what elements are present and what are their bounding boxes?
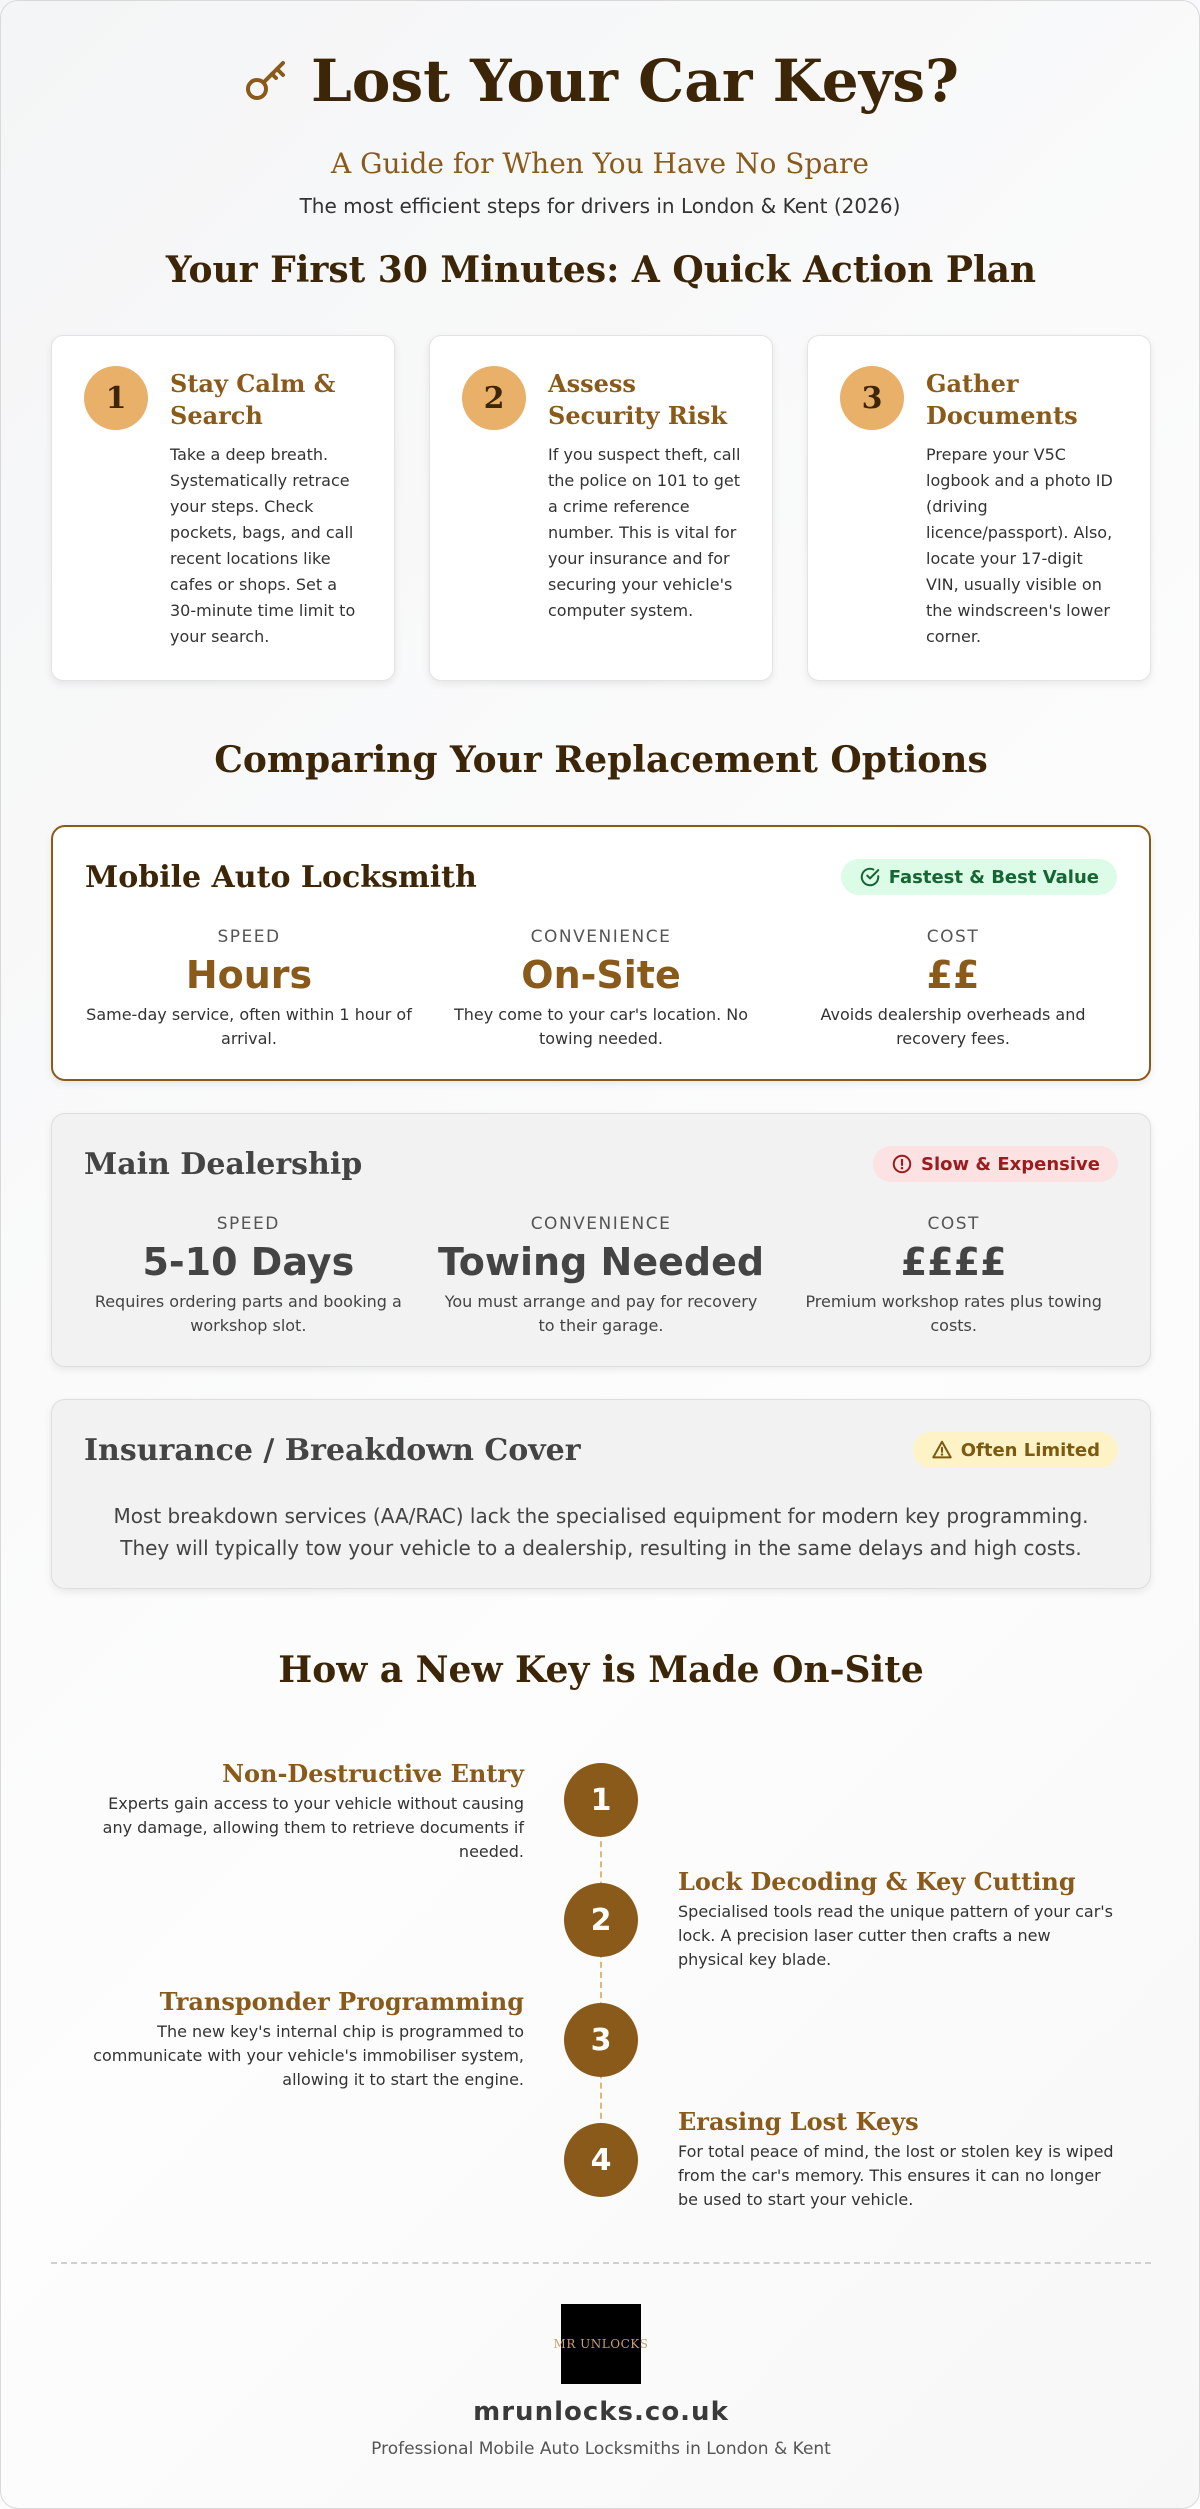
process-title: How a New Key is Made On-Site [278,1649,924,1691]
timeline-step-text: For total peace of mind, the lost or stolen key is wiped from the car's memory. This ensures it can no longer be used to start your vehicle. [678,2142,1114,2209]
logo [553,2304,649,2384]
footer-domain-link[interactable]: mrunlocks.co.uk [473,2397,729,2427]
status-badge [913,1432,1118,1468]
header [1,1,1199,218]
timeline-step [84,1987,524,2092]
metric-label: CONVENIENCE [530,1214,672,1234]
status-badge [841,859,1117,895]
step-number: 1 [84,366,148,430]
metric-label: COST [926,927,980,947]
metric-desc: Premium workshop rates plus towing costs. [805,1292,1102,1335]
comparison-title: Comparing Your Replacement Options [214,739,988,781]
timeline-step-title: Lock Decoding & Key Cutting [678,1867,1076,1896]
timeline-step-title: Erasing Lost Keys [678,2107,919,2136]
key-icon [241,55,293,107]
step-card [51,335,395,681]
step-title: Gather Documents [926,369,1078,430]
timeline-step-title: Non-Destructive Entry [222,1759,524,1788]
timeline-step-number: 3 [564,2003,638,2077]
footer-divider [51,2262,1151,2264]
metric [425,927,777,1051]
metric-value: On-Site [521,953,681,997]
step-number: 2 [462,366,526,430]
timeline-step-number: 2 [564,1883,638,1957]
metric-value: ££ [926,953,980,997]
metric-label: COST [927,1214,980,1234]
metric [425,1214,778,1338]
option-metrics [52,1214,1150,1338]
subtitle: A Guide for When You Have No Spare [331,147,869,180]
timeline-step-text: Experts gain access to your vehicle without causing any damage, allowing them to retrieve documents if needed. [102,1794,524,1861]
step-number: 3 [840,366,904,430]
logo-text: MR UNLOCKS [553,2337,649,2351]
step-title: Stay Calm & Search [170,369,336,430]
quick-plan-title: Your First 30 Minutes: A Quick Action Plan [165,249,1037,291]
metric-label: SPEED [216,1214,280,1234]
metric-label: CONVENIENCE [530,927,672,947]
step-card [807,335,1151,681]
step-card [429,335,773,681]
metric-label: SPEED [217,927,281,947]
badge-label: Slow & Expensive [921,1153,1100,1175]
timeline-connector [600,1801,602,2159]
badge-label: Fastest & Best Value [888,866,1099,888]
metric [73,927,425,1051]
warning-triangle-icon [931,1439,953,1461]
timeline-step [678,1867,1118,1972]
timeline-step-text: Specialised tools read the unique pattern of your car's lock. A precision laser cutter then crafts a new physical key blade. [678,1902,1114,1969]
option-metrics [53,927,1149,1051]
badge-label: Often Limited [960,1439,1100,1461]
option-text: Most breakdown services (AA/RAC) lack the specialised equipment for modern key programming. They will typically tow your vehicle to a dealership, resulting in the same delays and high costs. [113,1504,1089,1560]
metric-value: Towing Needed [437,1240,765,1284]
timeline-step-number: 1 [564,1763,638,1837]
timeline-step-number: 4 [564,2123,638,2197]
step-text: Take a deep breath. Systematically retrace your steps. Check pockets, bags, and call recent locations like cafes or shops. Set a 30-minute time limit to your search. [170,445,356,646]
metric-value: ££££ [900,1240,1007,1284]
metric-desc: They come to your car's location. No towing needed. [453,1005,749,1048]
check-circle-icon [859,866,881,888]
metric-value: Hours [185,953,313,997]
metric [777,1214,1130,1338]
option-name: Insurance / Breakdown Cover [84,1432,581,1468]
metric [777,927,1129,1051]
step-text: Prepare your V5C logbook and a photo ID (driving licence/passport). Also, locate your 17-digit VIN, usually visible on the windscreen's lower corner. [926,445,1113,646]
metric-desc: Same-day service, often within 1 hour of arrival. [86,1005,412,1048]
option-name: Mobile Auto Locksmith [85,859,477,895]
alert-circle-icon [891,1153,913,1175]
metric-desc: You must arrange and pay for recovery to their garage. [444,1292,758,1335]
step-text: If you suspect theft, call the police on 101 to get a crime reference number. This is vital for your insurance and for securing your vehicle's computer system. [548,445,741,620]
tagline: The most efficient steps for drivers in London & Kent (2026) [299,194,901,218]
quick-plan-steps [51,335,1151,681]
option-name: Main Dealership [84,1146,363,1182]
option-card-dealership [51,1113,1151,1367]
step-title: Assess Security Risk [548,369,728,430]
title-text: Lost Your Car Keys? [311,47,959,115]
metric-desc: Avoids dealership overheads and recovery fees. [820,1005,1086,1048]
option-card-insurance [51,1399,1151,1589]
timeline-step-title: Transponder Programming [159,1987,524,2016]
footer-tagline: Professional Mobile Auto Locksmiths in London & Kent [371,2439,831,2459]
metric [72,1214,425,1338]
status-badge [873,1146,1118,1182]
timeline-step [678,2107,1118,2212]
page-title [1,41,1199,121]
metric-desc: Requires ordering parts and booking a workshop slot. [94,1292,402,1335]
process-timeline [1,1759,1200,2219]
option-card-locksmith [51,825,1151,1081]
metric-value: 5-10 Days [142,1240,355,1284]
timeline-step-text: The new key's internal chip is programmed to communicate with your vehicle's immobiliser system, allowing it to start the engine. [93,2022,524,2089]
timeline-step [84,1759,524,1864]
